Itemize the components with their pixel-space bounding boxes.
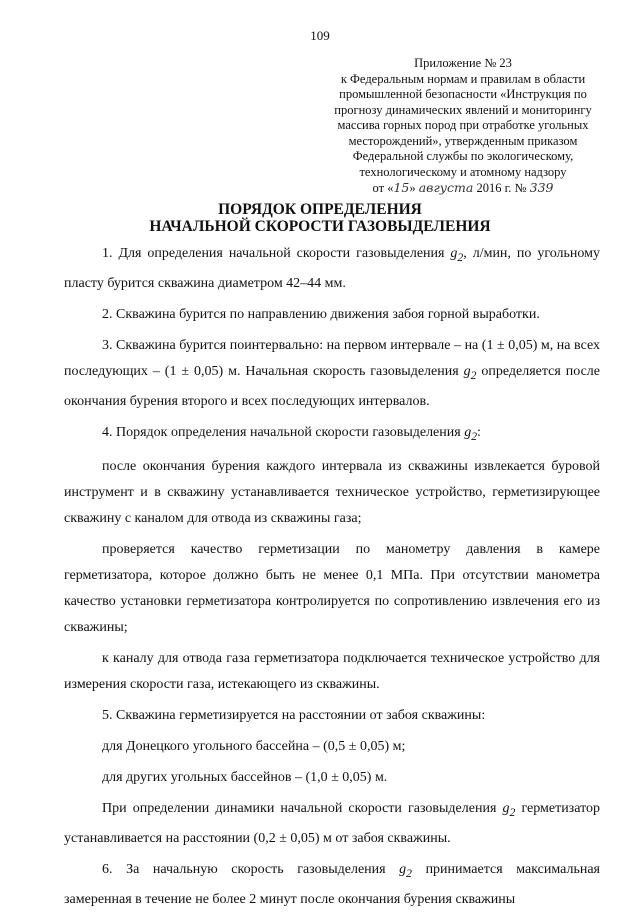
document-body <box>64 241 600 913</box>
symbol-letter: g <box>399 862 407 878</box>
text-run: принимается максимальная замеренная в течение не более 2 минут после окончания бурения скважины <box>64 862 600 907</box>
symbol-g2 <box>502 801 516 820</box>
symbol-subscript: 2 <box>509 806 516 820</box>
symbol-letter: g <box>502 801 510 817</box>
appendix-line: к Федеральным нормам и правилам в области <box>340 71 586 86</box>
paragraph-3 <box>64 333 600 415</box>
paragraph-9: для Донецкого угольного бассейна – (0,5 ± 0,05) м; <box>102 739 406 755</box>
appendix-line: прогнозу динамических явлений и мониторингу <box>334 102 592 117</box>
handwritten-month: августа <box>418 180 474 195</box>
text-run: : <box>477 424 481 440</box>
page-number: 109 <box>310 28 330 43</box>
heading-line: НАЧАЛЬНОЙ СКОРОСТИ ГАЗОВЫДЕЛЕНИЯ <box>149 218 491 235</box>
appendix-line: месторождений», утвержденным приказом <box>348 133 578 148</box>
paragraph-8: 5. Скважина герметизируется на расстоянии от забоя скважины: <box>102 708 486 724</box>
symbol-subscript: 2 <box>406 866 412 880</box>
symbol-g2 <box>450 246 464 264</box>
text-run: 4. Порядок определения начальной скорости газовыделения <box>102 424 465 440</box>
document-heading <box>0 201 640 235</box>
paragraph-10: для других угольных бассейнов – (1,0 ± 0,05) м. <box>102 770 388 786</box>
text-run: 3. Скважина бурится поинтервально: на первом интервале – на (1 ± 0,05) м, на всех последующих – (1 ± 0,05) м. Начальная скорость газовыделения <box>64 337 600 379</box>
heading-line: ПОРЯДОК ОПРЕДЕЛЕНИЯ <box>218 201 422 218</box>
paragraph-5: после окончания бурения каждого интервала из скважины извлекается буровой инструмент и в скважину устанавливается техническое устройство, герметизирующее скважину с каналом для отвода из скважины газа; <box>64 459 600 527</box>
paragraph-2: 2. Скважина бурится по направлению движения забоя горной выработки. <box>102 306 540 322</box>
appendix-line: промышленной безопасности «Инструкция по <box>339 87 587 101</box>
date-year: 2016 г. № <box>476 181 527 195</box>
text-run: При определении динамики начальной скорости газовыделения <box>102 801 503 817</box>
symbol-letter: g <box>450 246 458 261</box>
paragraph-11 <box>64 796 600 852</box>
date-mid: » <box>409 181 416 195</box>
symbol-g2 <box>463 363 477 382</box>
text-run: герметизатор устанавливается на расстоянии (0,2 ± 0,05) м от забоя скважины. <box>64 801 600 847</box>
symbol-g2 <box>399 862 412 880</box>
symbol-g2 <box>464 424 478 443</box>
appendix-line: Приложение № 23 <box>414 56 512 70</box>
date-prefix: от « <box>372 181 394 195</box>
text-run: , л/мин, по угольному пласту бурится скважина диаметром 42–44 мм. <box>64 246 600 291</box>
paragraph-1 <box>64 241 600 297</box>
paragraph-6: проверяется качество герметизации по манометру давления в камере герметизатора, которое должно быть не менее 0,1 МПа. При отсутствии манометра качество установки герметизатора контролируется по сопротивлению извлечения его из скважины; <box>64 542 600 636</box>
appendix-line: массива горных пород при отработке угольных <box>337 118 589 132</box>
symbol-subscript: 2 <box>457 250 464 264</box>
appendix-block <box>318 56 608 197</box>
text-run: 6. За начальную скорость газовыделения <box>102 862 400 878</box>
symbol-subscript: 2 <box>470 368 477 382</box>
symbol-letter: g <box>463 363 471 379</box>
symbol-letter: g <box>464 424 472 440</box>
paragraph-7: к каналу для отвода газа герметизатора подключается техническое устройство для измерения скорости газа, истекающего из скважины. <box>64 651 600 693</box>
handwritten-number: 339 <box>529 180 554 195</box>
handwritten-day: 15 <box>393 180 410 195</box>
symbol-subscript: 2 <box>471 429 478 443</box>
text-run: определяется после окончания бурения второго и всех последующих интервалов. <box>64 363 600 409</box>
appendix-date-line <box>318 180 608 197</box>
text-run: 1. Для определения начальной скорости газовыделения <box>102 246 451 261</box>
paragraph-4 <box>64 420 600 450</box>
appendix-line: технологическому и атомному надзору <box>359 164 567 179</box>
appendix-line: Федеральной службы по экологическому, <box>352 149 574 163</box>
